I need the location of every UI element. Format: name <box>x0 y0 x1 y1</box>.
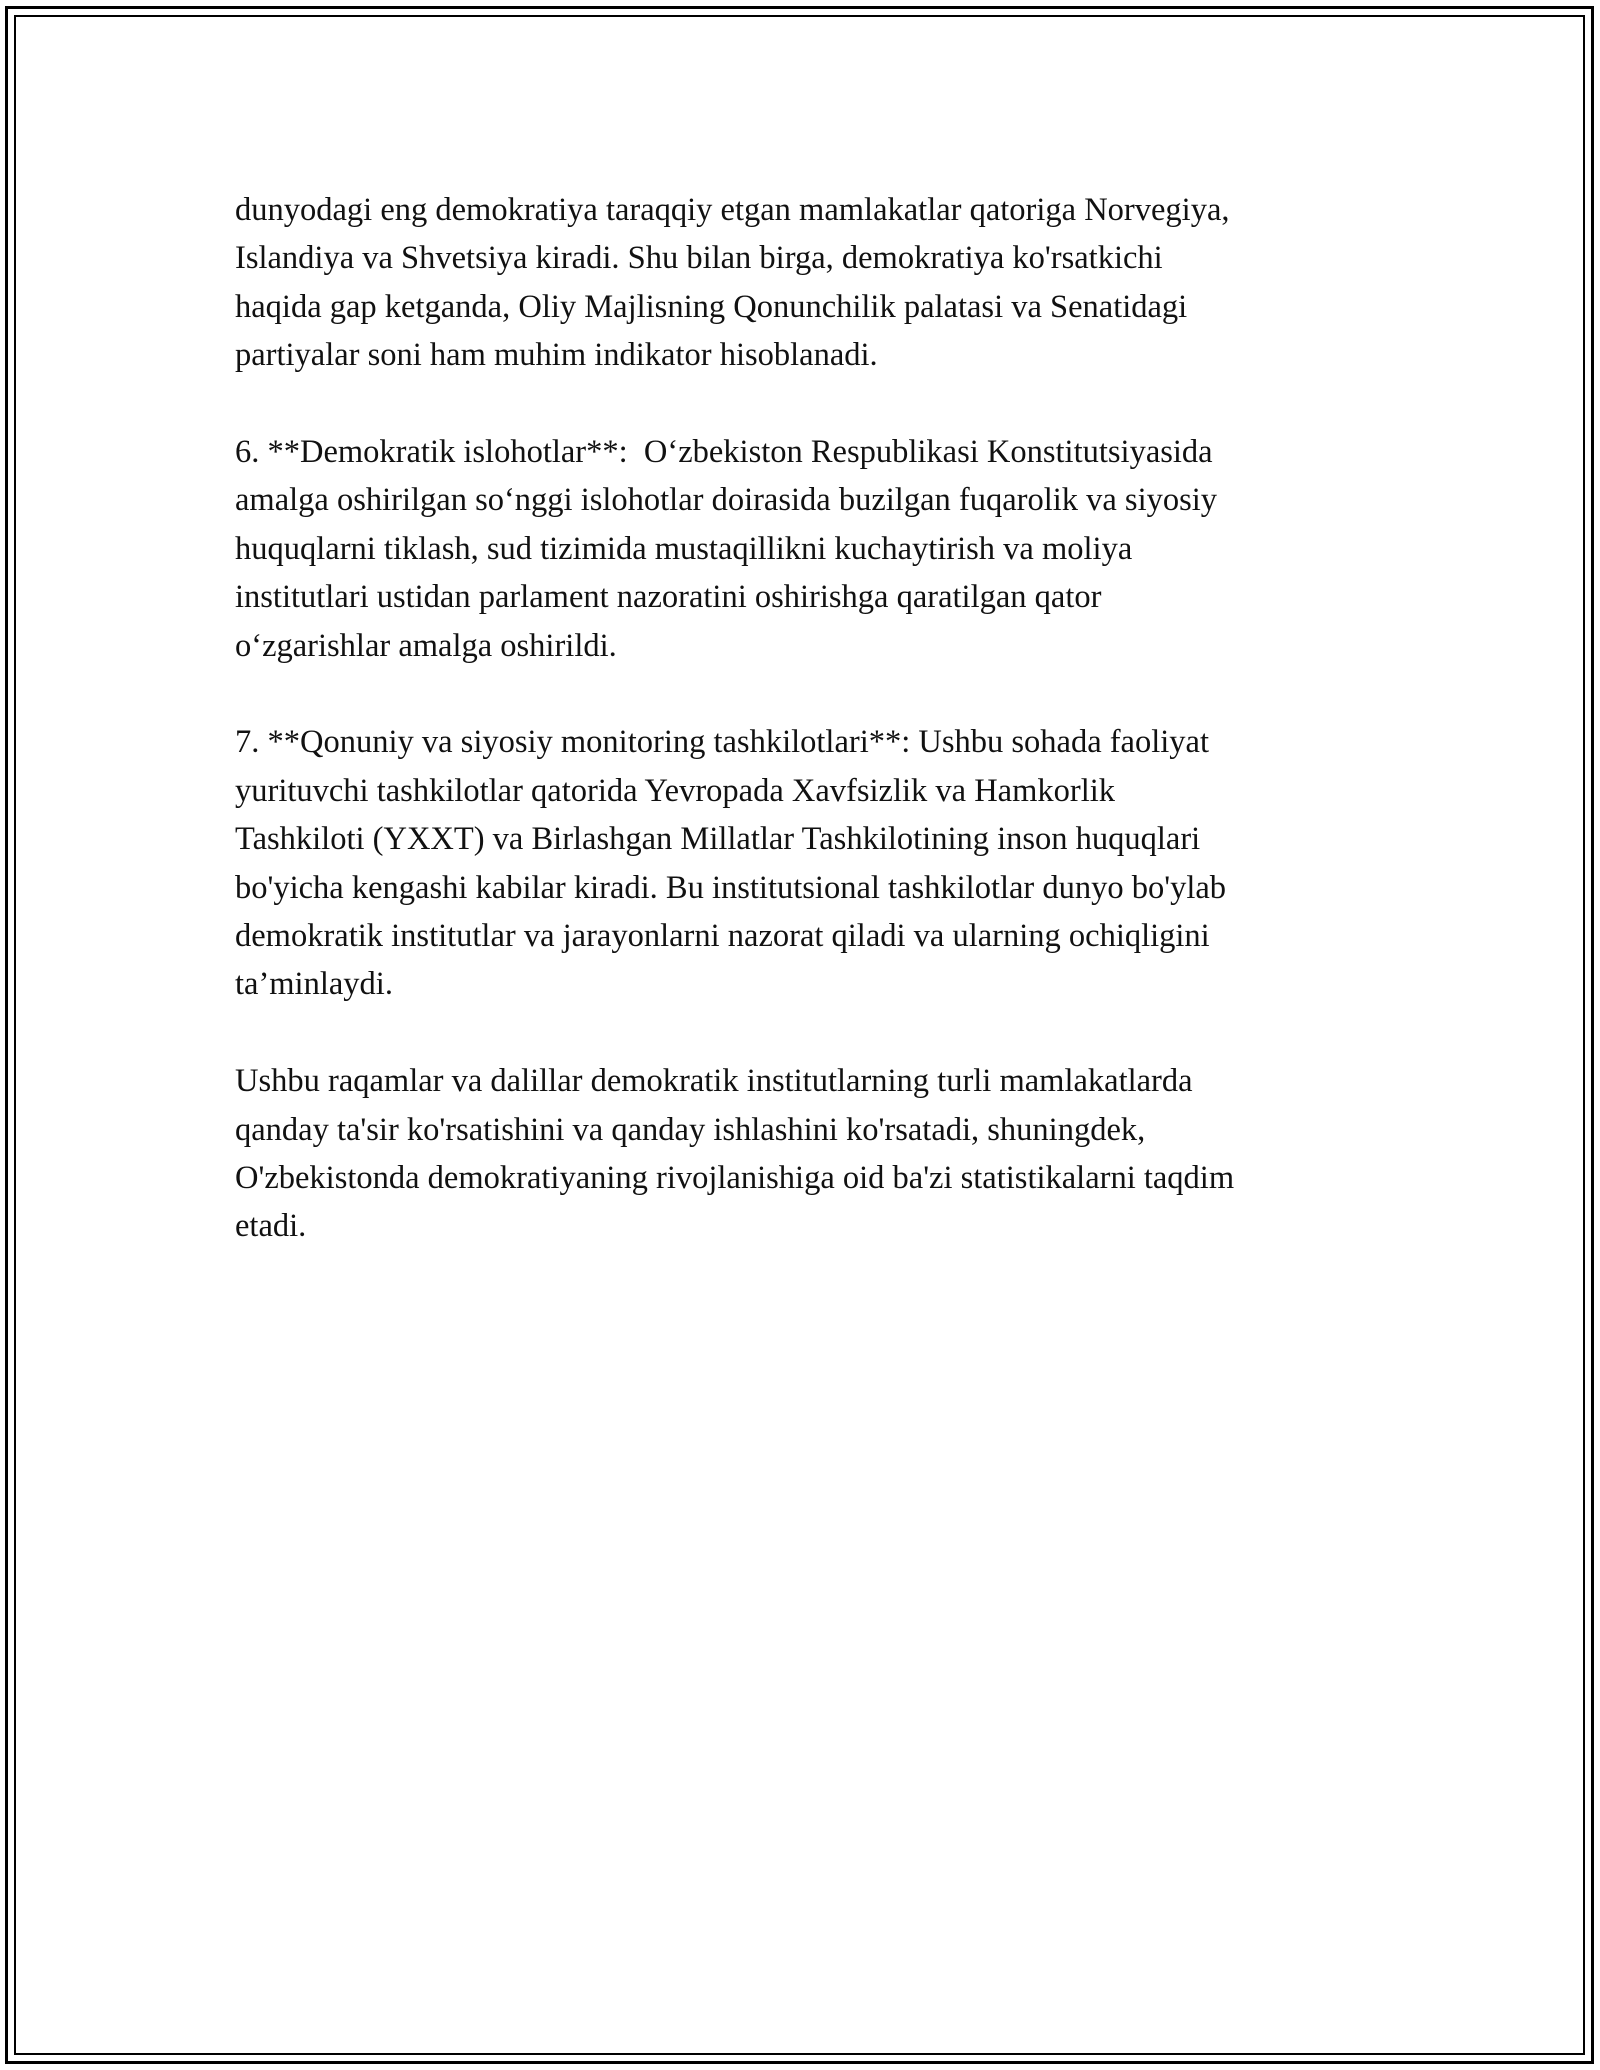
paragraph-conclusion: Ushbu raqamlar va dalillar demokratik institutlarning turli mamlakatlarda qanday ta'sir ko'rsatishini va qanday ishlashini ko'rsatadi, shuningdek, O'zbekistonda demokratiyaning rivojlanishiga oid ba'zi statistikalarni taqdim etadi. <box>235 1063 1235 1245</box>
document-body <box>235 186 1375 1299</box>
paragraph-democracy-ranking: dunyodagi eng demokratiya taraqqiy etgan mamlakatlar qatoriga Norvegiya, Islandiya va Shvetsiya kiradi. Shu bilan birga, demokratiya ko'rsatkichi haqida gap ketganda, Oliy Majlisning Qonunchilik palatasi va Senatidagi partiyalar soni ham muhim indikator hisoblanadi. <box>235 192 1230 374</box>
paragraph-democratic-reforms: 6. **Demokratik islohotlar**: O‘zbekiston Respublikasi Konstitutsiyasida amalga oshirilgan so‘nggi islohotlar doirasida buzilgan fuqarolik va siyosiy huquqlarni tiklash, sud tizimida mustaqillikni kuchaytirish va moliya institutlari ustidan parlament nazoratini oshirishga qaratilgan qator o‘zgarishlar amalga oshirildi. <box>235 434 1218 664</box>
paragraph-monitoring-organizations: 7. **Qonuniy va siyosiy monitoring tashkilotlari**: Ushbu sohada faoliyat yurituvchi tashkilotlar qatorida Yevropada Xavfsizlik va Hamkorlik Tashkiloti (YXXT) va Birlashgan Millatlar Tashkilotining inson huquqlari bo'yicha kengashi kabilar kiradi. Bu institutsional tashkilotlar dunyo bo'ylab demokratik institutlar va jarayonlarni nazorat qiladi va ularning ochiqligini ta’minlaydi. <box>235 724 1227 1003</box>
